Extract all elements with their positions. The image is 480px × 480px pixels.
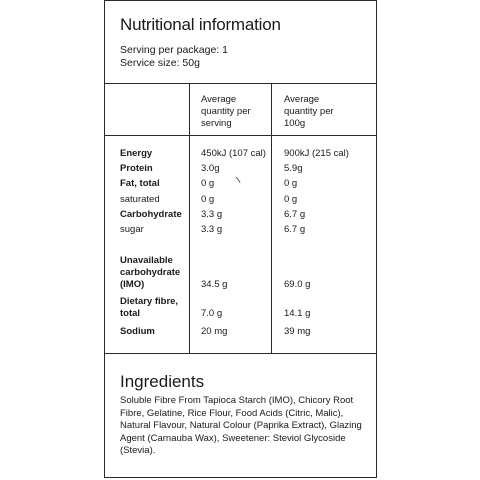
column-divider-2 (271, 84, 272, 354)
protein-per-100g: 5.9g (284, 163, 303, 174)
serving-size: Service size: 50g (120, 57, 200, 69)
carbohydrate-per-100g: 6.7 g (284, 209, 306, 220)
sodium-per-serving: 20 mg (201, 326, 228, 337)
row-label-sugar: sugar (120, 224, 144, 235)
sodium-per-100g: 39 mg (284, 326, 311, 337)
divider-header (105, 135, 376, 136)
saturated-per-100g: 0 g (284, 194, 298, 205)
serving-per-package: Serving per package: 1 (120, 44, 228, 56)
panel-title: Nutritional information (120, 15, 281, 34)
energy-per-serving: 450kJ (107 cal) (201, 148, 266, 159)
row-label-dietary-fibre-2: total (120, 308, 141, 319)
row-label-saturated: saturated (120, 194, 160, 205)
energy-per-100g: 900kJ (215 cal) (284, 148, 349, 159)
stray-pen-mark: \ (235, 174, 242, 186)
row-label-fat-total: Fat, total (120, 178, 160, 189)
column-header-per-serving: Average quantity per serving (201, 94, 251, 129)
row-label-carbohydrate: Carbohydrate (120, 209, 182, 220)
saturated-per-serving: 0 g (201, 194, 215, 205)
fat-total-per-100g: 0 g (284, 178, 298, 189)
sugar-per-100g: 6.7 g (284, 224, 306, 235)
divider-bottom (105, 353, 376, 354)
dietary-fibre-per-100g: 14.1 g (284, 308, 311, 319)
fat-total-per-serving: 0 g (201, 178, 215, 189)
nutrition-panel (104, 0, 377, 478)
imo-per-serving: 34.5 g (201, 279, 228, 290)
row-label-protein: Protein (120, 163, 153, 174)
ingredients-text: Soluble Fibre From Tapioca Starch (IMO), Chicory Root Fibre, Gelatine, Rice Flour, Food Acids (Citric, Malic), Natural Flavour, Natural Colour (Paprika Extract), Glazing Agent (Carnauba Wax), Sweetener: Steviol Glycoside (Stevia). (120, 395, 362, 456)
carbohydrate-per-serving: 3.3 g (201, 209, 223, 220)
row-label-energy: Energy (120, 148, 153, 159)
imo-per-100g: 69.0 g (284, 279, 311, 290)
row-label-unavailable-carbohydrate-3: (IMO) (120, 279, 145, 290)
row-label-sodium: Sodium (120, 326, 155, 337)
sugar-per-serving: 3.3 g (201, 224, 223, 235)
dietary-fibre-per-serving: 7.0 g (201, 308, 223, 319)
divider-top (105, 83, 376, 84)
protein-per-serving: 3.0g (201, 163, 220, 174)
ingredients-title: Ingredients (120, 372, 205, 391)
row-label-unavailable-carbohydrate-1: Unavailable (120, 255, 173, 266)
row-label-dietary-fibre-1: Dietary fibre, (120, 296, 179, 307)
column-header-per-100g: Average quantity per 100g (284, 94, 334, 129)
column-divider-1 (189, 84, 190, 354)
row-label-unavailable-carbohydrate-2: carbohydrate (120, 267, 181, 278)
